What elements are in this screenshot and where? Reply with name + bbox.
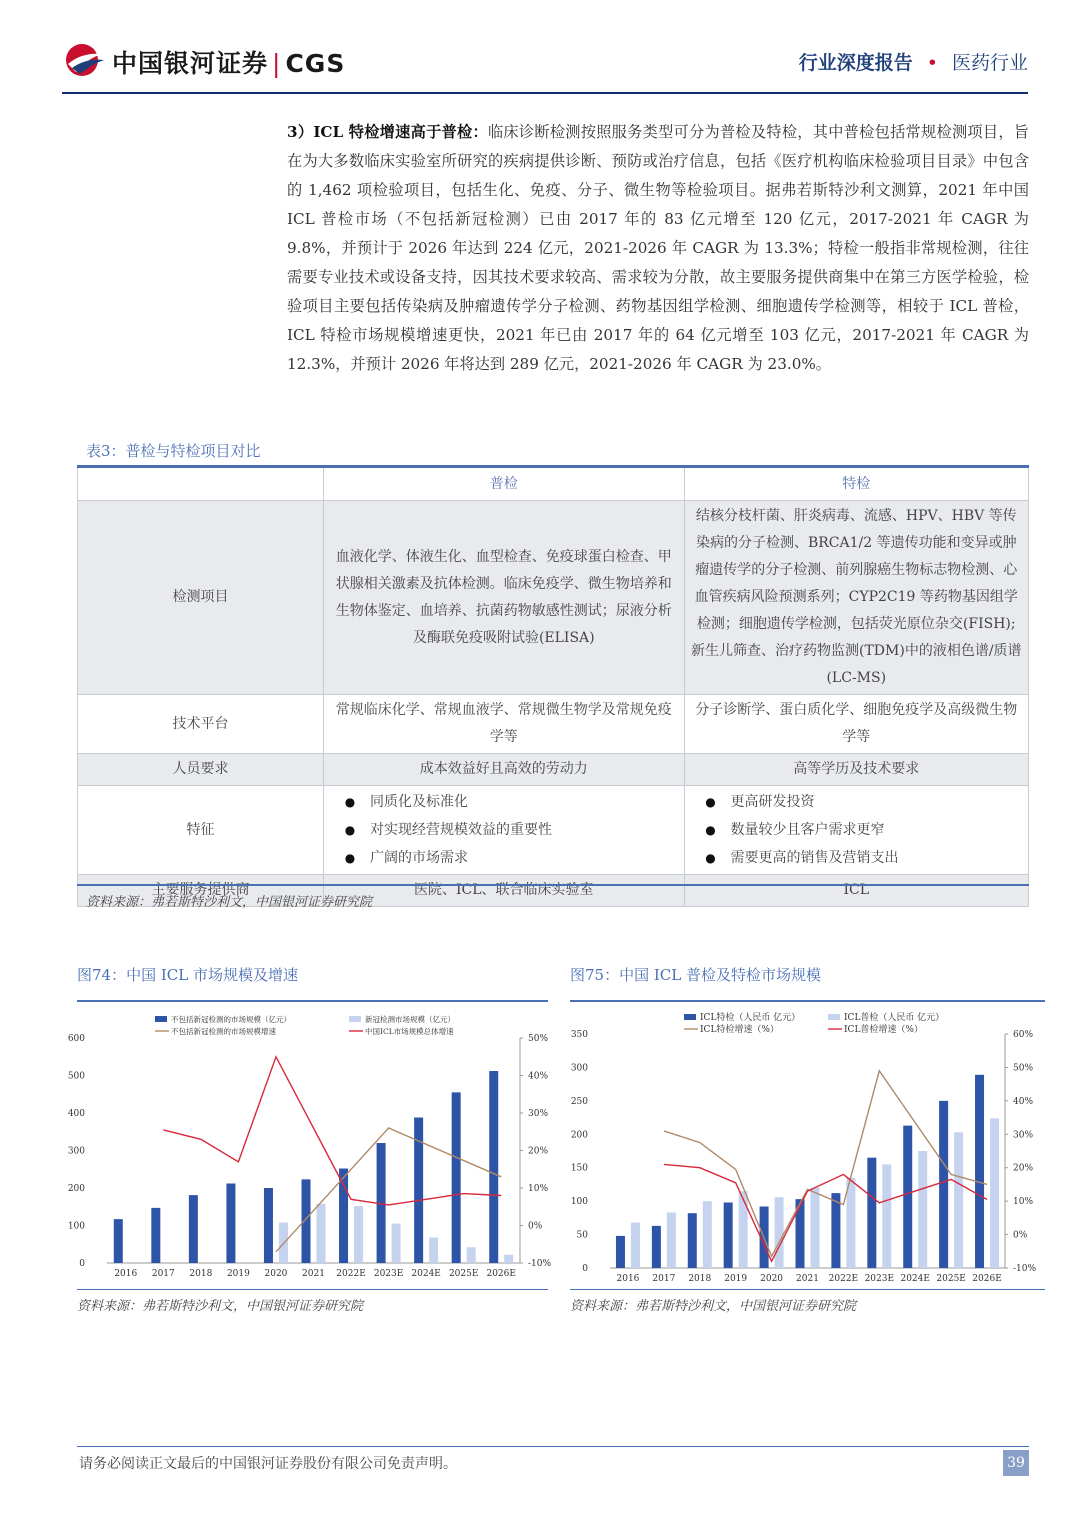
right-tick-label: 60%: [1013, 1030, 1034, 1040]
table-row: [78, 786, 1029, 875]
fig75-bottom-rule: [570, 1289, 1045, 1290]
right-tick-label: -10%: [1013, 1264, 1037, 1274]
x-tick-label: 2026E: [486, 1269, 516, 1279]
x-tick-label: 2023E: [864, 1274, 895, 1284]
x-tick-label: 2022E: [336, 1269, 366, 1279]
series-line: [664, 1164, 987, 1261]
x-tick-label: 2021: [302, 1269, 325, 1279]
bar: [939, 1101, 948, 1268]
bullet-item: ● 更高研发投资: [705, 794, 815, 810]
x-tick-label: 2017: [151, 1269, 175, 1279]
comparison-table: [77, 465, 1029, 907]
bar: [452, 1092, 461, 1263]
fig74-top-rule: [77, 1000, 548, 1002]
x-tick-label: 2021: [796, 1274, 819, 1284]
table-cell: 结核分枝杆菌、肝炎病毒、流感、HPV、HBV 等传染病的分子检测、BRCA1/2 等遗传功能和变异或肿瘤遗传学的分子检测、前列腺癌生物标志物检测、心血管疾病风险预测系列；CYP2C19 等药物基因组学检测；细胞遗传学检测，包括荧光原位杂交(FISH);新生儿筛查、治疗药物监测(TDM)中的液相色谱/质谱(LC-MS): [684, 501, 1028, 695]
legend-label: 中国ICL市场规模总体增速: [365, 1027, 454, 1036]
bullet-item: ● 数量较少且客户需求更窄: [705, 822, 885, 838]
legend-swatch: [349, 1016, 361, 1022]
row-label: 技术平台: [78, 695, 324, 754]
table-source: 资料来源：弗若斯特沙利文，中国银河证券研究院: [86, 895, 373, 910]
bar: [903, 1126, 912, 1268]
header-general-test: 普检: [324, 467, 685, 501]
bar: [775, 1197, 784, 1268]
x-tick-label: 2026E: [972, 1274, 1002, 1284]
right-tick-label: 0%: [528, 1221, 543, 1232]
right-tick-label: 0%: [1013, 1230, 1028, 1241]
x-tick-label: 2024E: [411, 1269, 441, 1279]
left-tick-label: 250: [570, 1096, 588, 1107]
bar: [882, 1164, 891, 1268]
page-number: 39: [1003, 1450, 1029, 1476]
fig74-bottom-rule: [77, 1289, 548, 1290]
bar: [264, 1188, 273, 1263]
footer-divider: [77, 1446, 1029, 1447]
bar: [831, 1193, 840, 1268]
bar: [616, 1236, 625, 1268]
left-tick-label: 350: [570, 1030, 588, 1040]
right-tick-label: 30%: [1013, 1130, 1034, 1141]
table-row: [78, 695, 1029, 754]
table-cell: 高等学历及技术要求: [684, 754, 1028, 786]
bar: [392, 1224, 401, 1263]
table-cell: ICL: [684, 875, 1028, 907]
bar: [739, 1191, 748, 1268]
footer-disclaimer: 请务必阅读正文最后的中国银河证券股份有限公司免责声明。: [79, 1456, 457, 1472]
paragraph-lead: 3）ICL 特检增速高于普检：: [287, 123, 488, 141]
x-tick-label: 2020: [264, 1269, 288, 1279]
bar: [867, 1158, 876, 1268]
bar: [652, 1226, 661, 1268]
header-empty-cell: [78, 467, 324, 501]
x-tick-label: 2018: [189, 1269, 213, 1279]
table-row: [78, 754, 1029, 786]
bar: [302, 1179, 311, 1263]
fig75-caption: 图75：中国 ICL 普检及特检市场规模: [570, 966, 821, 984]
right-tick-label: 50%: [1013, 1063, 1034, 1074]
x-tick-label: 2019: [226, 1269, 250, 1279]
left-tick-label: 300: [67, 1146, 85, 1157]
bullet-item: ● 广阔的市场需求: [344, 850, 469, 866]
right-tick-label: -10%: [528, 1259, 552, 1269]
bar: [688, 1213, 697, 1268]
left-tick-label: 100: [67, 1221, 85, 1232]
bar: [954, 1132, 963, 1268]
table-cell: 分子诊断学、蛋白质化学、细胞免疫学及高级微生物学等: [684, 695, 1028, 754]
row-label: 特征: [78, 786, 324, 875]
x-tick-label: 2024E: [900, 1274, 930, 1284]
bar: [317, 1204, 326, 1263]
left-tick-label: 200: [67, 1184, 85, 1194]
right-tick-label: 40%: [528, 1071, 549, 1082]
table-cell: 血液化学、体液生化、血型检查、免疫球蛋白检查、甲状腺相关激素及抗体检测。临床免疫学、微生物培养和生物体鉴定、血培养、抗菌药物敏感性测试；尿液分析及酶联免疫吸附试验(ELISA): [324, 501, 685, 695]
x-tick-label: 2016: [616, 1274, 640, 1284]
fig74-caption: 图74：中国 ICL 市场规模及增速: [77, 966, 298, 984]
bar: [504, 1255, 513, 1263]
x-tick-label: 2018: [688, 1274, 712, 1284]
left-tick-label: 600: [67, 1034, 85, 1044]
bar: [846, 1178, 855, 1268]
legend-label: 不包括新冠检测的市场规模（亿元）: [171, 1015, 291, 1024]
legend-label: 新冠检测市场规模（亿元）: [365, 1015, 455, 1024]
bar: [990, 1118, 999, 1268]
bar: [811, 1188, 820, 1268]
bar: [489, 1071, 498, 1263]
bar: [354, 1206, 363, 1263]
report-type: 行业深度报告 • 医药行业: [798, 52, 1028, 74]
cgs-logo-icon: [62, 42, 106, 78]
left-tick-label: 300: [570, 1063, 588, 1074]
bar: [724, 1202, 733, 1268]
fig75-source: 资料来源：弗若斯特沙利文，中国银河证券研究院: [570, 1299, 857, 1314]
fig75-chart: [570, 1004, 1045, 1288]
table-cell-bullets: [324, 786, 685, 875]
fig75-top-rule: [570, 1000, 1045, 1002]
bar: [703, 1201, 712, 1268]
brand-logo-text: 中国银河证券 | CGS: [112, 49, 346, 78]
left-tick-label: 400: [67, 1109, 85, 1119]
bar: [975, 1075, 984, 1268]
bar: [631, 1223, 640, 1268]
left-tick-label: 0: [79, 1259, 85, 1269]
bullet-item: ● 需要更高的销售及营销支出: [705, 850, 899, 866]
table-cell: 成本效益好且高效的劳动力: [324, 754, 685, 786]
left-tick-label: 100: [570, 1197, 588, 1208]
left-tick-label: 200: [570, 1130, 588, 1141]
right-tick-label: 50%: [528, 1034, 549, 1044]
table-caption: 表3：普检与特检项目对比: [86, 442, 261, 460]
x-tick-label: 2025E: [936, 1274, 966, 1284]
fig74-source: 资料来源：弗若斯特沙利文，中国银河证券研究院: [77, 1299, 364, 1314]
x-tick-label: 2019: [724, 1274, 748, 1284]
x-tick-label: 2017: [652, 1274, 676, 1284]
bar: [226, 1184, 235, 1264]
bar: [339, 1169, 348, 1264]
right-tick-label: 10%: [528, 1184, 549, 1194]
x-tick-label: 2022E: [828, 1274, 859, 1284]
x-tick-label: 2023E: [373, 1269, 404, 1279]
bar: [429, 1238, 438, 1264]
table-header-row: [78, 467, 1029, 501]
legend-label: ICL特检增速（%）: [700, 1025, 779, 1035]
right-tick-label: 20%: [528, 1146, 549, 1157]
series-line: [163, 1057, 501, 1205]
legend-swatch: [828, 1014, 840, 1020]
body-paragraph: [287, 118, 1029, 379]
series-line: [664, 1071, 987, 1257]
bar: [189, 1195, 198, 1263]
header-special-test: 特检: [684, 467, 1028, 501]
left-tick-label: 0: [582, 1264, 588, 1274]
table-row: [78, 501, 1029, 695]
bar: [151, 1208, 160, 1263]
fig74-chart: [67, 1004, 552, 1288]
legend-swatch: [684, 1014, 696, 1020]
table-cell: 常规临床化学、常规血液学、常规微生物学及常规免疫学等: [324, 695, 685, 754]
bar: [114, 1219, 123, 1263]
legend-swatch: [155, 1016, 167, 1022]
header-divider: [62, 92, 1028, 94]
right-tick-label: 10%: [1013, 1197, 1034, 1208]
right-tick-label: 40%: [1013, 1096, 1034, 1107]
table-cell-bullets: [684, 786, 1028, 875]
bar: [467, 1247, 476, 1263]
legend-label: ICL普检（人民币 亿元）: [844, 1013, 945, 1023]
left-tick-label: 50: [576, 1230, 588, 1241]
bullet-item: ● 同质化及标准化: [344, 794, 469, 810]
bar: [918, 1151, 927, 1268]
right-tick-label: 30%: [528, 1109, 549, 1119]
x-tick-label: 2025E: [448, 1269, 479, 1279]
row-label: 人员要求: [78, 754, 324, 786]
legend-label: ICL特检（人民币 亿元）: [700, 1013, 801, 1023]
x-tick-label: 2020: [760, 1274, 784, 1284]
right-tick-label: 20%: [1013, 1163, 1034, 1174]
table-bottom-rule: [77, 884, 1029, 886]
x-tick-label: 2016: [114, 1269, 138, 1279]
bullet-item: ● 对实现经营规模效益的重要性: [344, 822, 553, 838]
legend-label: ICL普检增速（%）: [844, 1025, 923, 1035]
row-label: 主要服务提供商: [78, 875, 324, 907]
left-tick-label: 500: [67, 1071, 85, 1082]
page-header: [0, 0, 1080, 100]
table-cell: 医院、ICL、联合临床实验室: [324, 875, 685, 907]
paragraph-body: 临床诊断检测按照服务类型可分为普检及特检，其中普检包括常规检测项目，旨在为大多数临床实验室所研究的疾病提供诊断、预防或治疗信息，包括《医疗机构临床检验项目目录》中包含的 1,462 项检验项目，包括生化、免疫、分子、微生物等检验项目。据弗若斯特沙利文测算，2021 年中国 ICL 普检市场（不包括新冠检测）已由 2017 年的 83 亿元增至 120 亿元，2017-2021 年 CAGR 为 9.8%，并预计于 2026 年达到 224 亿元，2021-2026 年 CAGR 为 13.3%；特检一般指非常规检测，往往需要专业技术或设备支持，因其技术要求较高、需求较为分散，故主要服务提供商集中在第三方医学检验，检验项目主要包括传染病及肿瘤遗传学分子检测、药物基因组学检测、细胞遗传学检测等，相较于 ICL 普检，ICL 特检市场规模增速更快，2021 年已由 2017 年的 64 亿元增至 103 亿元，2017-2021 年 CAGR 为 12.3%，并预计 2026 年将达到 289 亿元，2021-2026 年 CAGR 为 23.0%。: [287, 123, 1029, 373]
left-tick-label: 150: [570, 1163, 588, 1174]
row-label: 检测项目: [78, 501, 324, 695]
legend-label: 不包括新冠检测的市场规模增速: [171, 1027, 276, 1036]
bar: [667, 1213, 676, 1268]
